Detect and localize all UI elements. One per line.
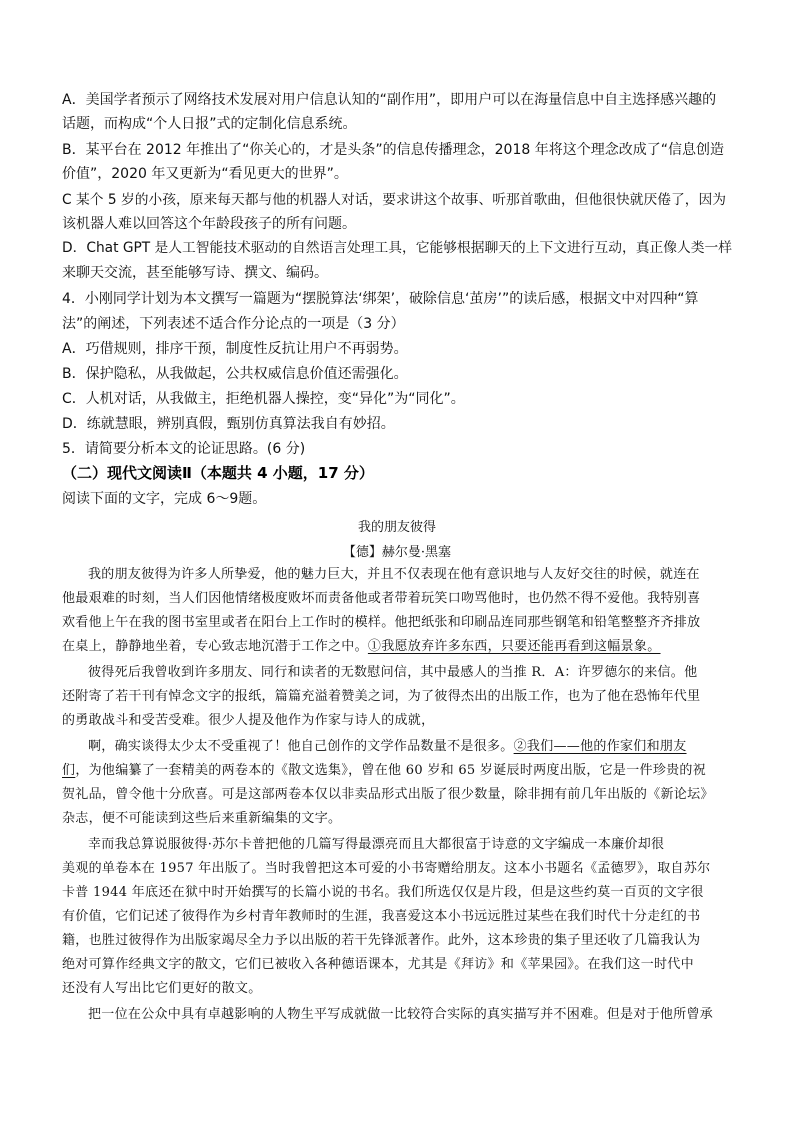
article-author: 【德】赫尔曼·黑塞 [342,545,452,560]
article-line [62,635,734,659]
option-a-line-1: A．美国学者预示了网络技术发展对用户信息认知的“副作用”，即用户可以在海量信息中自主选择感兴趣的 [62,92,717,108]
option-c-line-1: C 某个 5 岁的小孩，原来每天都与他的机器人对话，要求讲这个故事、听那首歌曲，但他很快就厌倦了，因为 [62,192,726,208]
article-line: 的勇敢战斗和受苦受难。很少人提及他作为作家与诗人的成就， [62,713,435,728]
reading-instruction: 阅读下面的文字，完成 6～9题。 [62,491,267,507]
underlined-sentence-2-end: 们 [62,763,76,778]
underlined-sentence-1: ①我愿放弃许多东西，只要还能再看到这幅景象。 [367,639,661,654]
article-line: 贺礼品，曾令他十分欣喜。可是这部两卷本仅以非卖品形式出版了很少数量，除非拥有前几年出版的《新论坛》 [62,787,714,802]
article-line [62,759,734,783]
article-line: 还没有人写出比它们更好的散文。 [62,981,262,996]
article-line: 幸而我总算说服彼得·苏尔卡普把他的几篇写得最漂亮而且大都很富于诗意的文字编成一本廉价却很 [88,837,665,852]
article-title: 我的朋友彼得 [357,520,436,535]
option-c-line-2: 该机器人难以回答这个年龄段孩子的所有问题。 [62,216,356,232]
underlined-sentence-2: ②我们——他的作家们和朋友 [513,739,687,754]
article-text: 啊，确实谈得太少太不受重视了！他自己创作的文学作品数量不是很多。 [88,739,514,754]
article-line: 还附寄了若干刊有悼念文字的报纸，篇篇充溢着赞美之词，为了彼得杰出的出版工作，也为了他在恐怖年代里 [62,689,701,704]
question-4-line-2: 法”的阐述，下列表述不适合作分论点的一项是（3 分） [62,316,405,332]
q4-option-b: B．保护隐私，从我做起，公共权威信息价值还需强化。 [62,366,408,382]
article-line: 美观的单卷本在 1957 年出版了。当时我曾把这本可爱的小书寄赠给朋友。这本小书题名《孟德罗》，取自苏尔 [62,861,711,876]
q4-option-c: C．人机对话，从我做主，拒绝机器人操控，变“异化”为“同化”。 [62,391,465,407]
article-line: 彼得死后我曾收到许多朋友、同行和读者的无数慰问信，其中最感人的当推 R．A：许罗德尔的来信。他 [88,665,698,680]
article-line [62,735,734,759]
q4-option-d: D．练就慧眼，辨别真假，甄别仿真算法我自有妙招。 [62,416,395,432]
article-line: 绝对可算作经典文字的散文，它们已被收入各种德语课本，尤其是《拜访》和《苹果园》。在我们这一时代中 [62,957,694,972]
option-d-line-2: 来聊天交流，甚至能够写诗、撰文、编码。 [62,265,328,281]
option-d-line-1: D．Chat GPT 是人工智能技术驱动的自然语言处理工具，它能够根据聊天的上下文进行互动，真正像人类一样 [62,240,733,256]
article-line: 籍，也胜过彼得作为出版家竭尽全力予以出版的若干先锋派著作。此外，这本珍贵的集子里还收了几篇我认为 [62,933,701,948]
option-a-line-2: 话题，而构成“个人日报”式的定制化信息系统。 [62,116,357,132]
article-text: 在桌上，静静地坐着，专心致志地沉潜于工作之中。 [62,639,368,654]
option-b-line-1: B．某平台在 2012 年推出了“你关心的，才是头条”的信息传播理念，2018 年将这个理念改成了“信息创造 [62,142,724,158]
article-line: 有价值，它们记述了彼得作为乡村青年教师时的生涯，我喜爱这本小书远远胜过某些在我们时代十分走红的书 [62,909,701,924]
article-line: 把一位在公众中具有卓越影响的人物生平写成就做一比较符合实际的真实描写并不困难。但是对于他所曾承 [88,1007,714,1022]
article-line: 我的朋友彼得为许多人所挚爱，他的魅力巨大，并且不仅表现在他有意识地与人友好交往的时候，就连在 [88,567,700,582]
article-text: ，为他编纂了一套精美的两卷本的《散文选集》，曾在他 60 岁和 65 岁诞辰时两度出版，它是一件珍贵的祝 [75,763,707,778]
article-line: 卡普 1944 年底还在狱中时开始撰写的长篇小说的书名。我们所选仅仅是片段，但是这些约莫一百页的文字很 [62,885,704,900]
section-heading: （二）现代文阅读Ⅱ（本题共 4 小题，17 分） [62,464,374,482]
article-line: 杂志，便不可能读到这些后来重新编集的文字。 [62,811,342,826]
article-line: 他最艰难的时刻，当人们因他情绪极度败坏而责备他或者带着玩笑口吻骂他时，也仍然不得不爱他。我特别喜 [62,591,701,606]
q4-option-a: A．巧借规则，排序干预，制度性反抗让用户不再弱势。 [62,341,408,357]
question-5: 5．请简要分析本文的论证思路。(6 分) [62,441,306,457]
article-line: 欢看他上午在我的图书室里或者在阳台上工作时的模样。他把纸张和印刷品连同那些钢笔和铅笔整整齐齐排放 [62,615,701,630]
question-4-line-1: 4．小刚同学计划为本文撰写一篇题为“摆脱算法‘绑架’，破除信息‘茧房’”的读后感，根据文中对四种“算 [62,291,699,307]
option-b-line-2: 价值”，2020 年又更新为“看见更大的世界”。 [62,166,348,182]
